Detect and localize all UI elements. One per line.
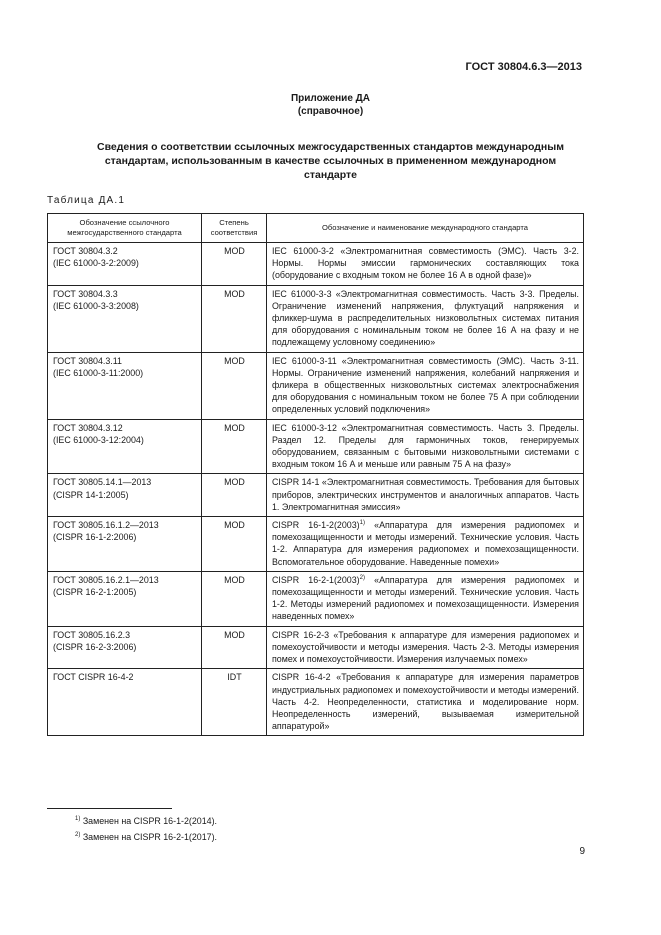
document-id: ГОСТ 30804.6.3—2013 [465,61,582,73]
table-row [48,669,584,736]
ref-standard-cell [48,419,202,474]
standard-ref: (CISPR 16-2-1:2005) [53,587,137,598]
header-text: межгосударственного стандарта [67,228,182,237]
table-row [48,419,584,474]
footnote-ref: 2) [359,574,365,581]
ref-standard-cell [48,571,202,626]
description-cell: IEC 61000-3-2 «Электромагнитная совместимость (ЭМС). Часть 3-2. Нормы. Нормы эмиссии гармонических составляющих тока (оборудование с входным током не более 16 А в одной фазе)» [267,243,584,286]
footnote-mark: 1) [75,816,81,823]
footnotes [75,813,217,845]
desc-code: CISPR 16-1-2(2003) [272,520,360,531]
page-number: 9 [579,846,585,857]
table-row [48,626,584,669]
degree-cell: MOD [202,626,267,669]
standard-ref: (IEC 61000-3-2:2009) [53,258,139,269]
table-row [48,517,584,572]
annex-title: Приложение ДА [290,93,371,104]
desc-text: «Аппаратура для измерения радиопомех и помехозащищенности и методы измерений. Технические условия. Часть 1-2. Методы измерений радиопомех и помехозащищенности. Измерения наведенных помех» [272,574,580,622]
description-cell: IEC 61000-3-11 «Электромагнитная совместимость (ЭМС). Часть 3-11. Нормы. Ограничение изменений напряжения, колебаний напряжения и фликера в общественных низковольтных системах электроснабжения для оборудования с номинальным током не более 75 А при соблюдении определенных условий подключения» [267,352,584,419]
description-cell: IEC 61000-3-3 «Электромагнитная совместимость. Часть 3-3. Пределы. Ограничение изменений напряжения, флуктуаций напряжения и фликкер-шума в распределительных низковольтных системах питания для оборудования с номинальным током не более 16 А на фазу и не подлежащему условному соединению» [267,285,584,352]
table-label: Таблица ДА.1 [47,195,126,206]
description-cell: IEC 61000-3-12 «Электромагнитная совместимость. Часть 3. Пределы. Раздел 12. Пределы для гармоничных токов, генерируемых оборудованием, связанным с бытовыми низковольтными системами с входным током 16 А и меньше или равным 75 А на фазу» [267,419,584,474]
standard-code: ГОСТ 30804.3.3 [53,288,118,299]
footnote [75,813,217,829]
desc-text: «Аппаратура для измерения радиопомех и помехозащищенности и методы измерений. Технические условия. Часть 1-2. Аппаратура для измерения радиопомех и помехозащищенности. Вспомогательное оборудование. Наведенные помехи» [272,520,580,567]
footnote-text: Заменен на CISPR 16-1-2(2014). [82,816,218,826]
description-cell [267,571,584,626]
section-heading [58,140,603,182]
table-row [48,352,584,419]
footnote-ref: 1) [359,520,365,527]
description-cell [267,517,584,572]
ref-standard-cell [48,285,202,352]
degree-cell: MOD [202,352,267,419]
degree-cell: MOD [202,243,267,286]
standard-code: ГОСТ 30804.3.12 [53,422,123,433]
standard-code: ГОСТ 30805.16.1.2—2013 [53,520,159,531]
ref-standard-cell [48,669,202,736]
standard-code: ГОСТ CISPR 16-4-2 [53,672,134,683]
degree-cell: MOD [202,285,267,352]
standard-ref: (CISPR 14-1:2005) [53,489,129,500]
description-cell: CISPR 14-1 «Электромагнитная совместимость. Требования для бытовых приборов, электрических инструментов и аналогичных аппаратов. Часть 1. Электромагнитная эмиссия» [267,474,584,517]
table-row [48,285,584,352]
ref-standard-cell [48,626,202,669]
table-header-row [48,214,584,243]
standard-ref: (IEC 61000-3-3:2008) [53,300,139,311]
annex-subtitle: (справочное) [297,106,364,117]
header-text: Обозначение ссылочного [79,218,170,227]
heading-line: стандартам, использованным в качестве ссылочных в примененном международном [104,155,557,167]
degree-cell: MOD [202,419,267,474]
standard-code: ГОСТ 30805.16.2.3 [53,629,131,640]
table-row [48,474,584,517]
standard-code: ГОСТ 30804.3.11 [53,355,122,366]
standards-table [47,213,584,736]
standard-code: ГОСТ 30805.14.1—2013 [53,477,152,488]
header-text: Степень [219,218,249,227]
degree-cell: MOD [202,474,267,517]
header-degree [202,214,267,243]
heading-line: Сведения о соответствии ссылочных межгосударственных стандартов международным [97,141,564,153]
header-international-standard: Обозначение и наименование международного стандарта [267,214,584,243]
annex-heading [0,92,661,118]
degree-cell: IDT [202,669,267,736]
footnote-text: Заменен на CISPR 16-2-1(2017). [82,832,218,842]
description-cell: CISPR 16-4-2 «Требования к аппаратуре для измерения параметров индустриальных радиопомех и помехоустойчивости и методы измерений. Часть 4-2. Неопределенности, статистика и моделирование норм. Неопределенность измерений, вызываемая измерительной аппаратурой» [267,669,584,736]
ref-standard-cell [48,474,202,517]
standard-ref: (IEC 61000-3-12:2004) [53,434,144,445]
header-reference-standard [48,214,202,243]
footnote [75,829,217,845]
table-row [48,243,584,286]
standard-code: ГОСТ 30804.3.2 [53,246,118,256]
standard-ref: (CISPR 16-1-2:2006) [53,532,137,543]
table-row [48,571,584,626]
desc-code: CISPR 16-2-1(2003) [272,574,360,585]
header-text: соответствия [210,228,258,237]
heading-line: стандарте [304,169,357,181]
ref-standard-cell [48,243,202,286]
ref-standard-cell [48,517,202,572]
footnote-divider [47,808,172,809]
footnote-mark: 2) [75,832,81,839]
description-cell: CISPR 16-2-3 «Требования к аппаратуре для измерения радиопомех и помехоустойчивости и методы измерения. Часть 2-3. Методы измерения помех и помехоустойчивости. Измерения излучаемых помех» [267,626,584,669]
standard-code: ГОСТ 30805.16.2.1—2013 [53,574,159,585]
ref-standard-cell [48,352,202,419]
standard-ref: (IEC 61000-3-11:2000) [53,367,144,378]
standard-ref: (CISPR 16-2-3:2006) [53,641,137,652]
degree-cell: MOD [202,571,267,626]
degree-cell: MOD [202,517,267,572]
